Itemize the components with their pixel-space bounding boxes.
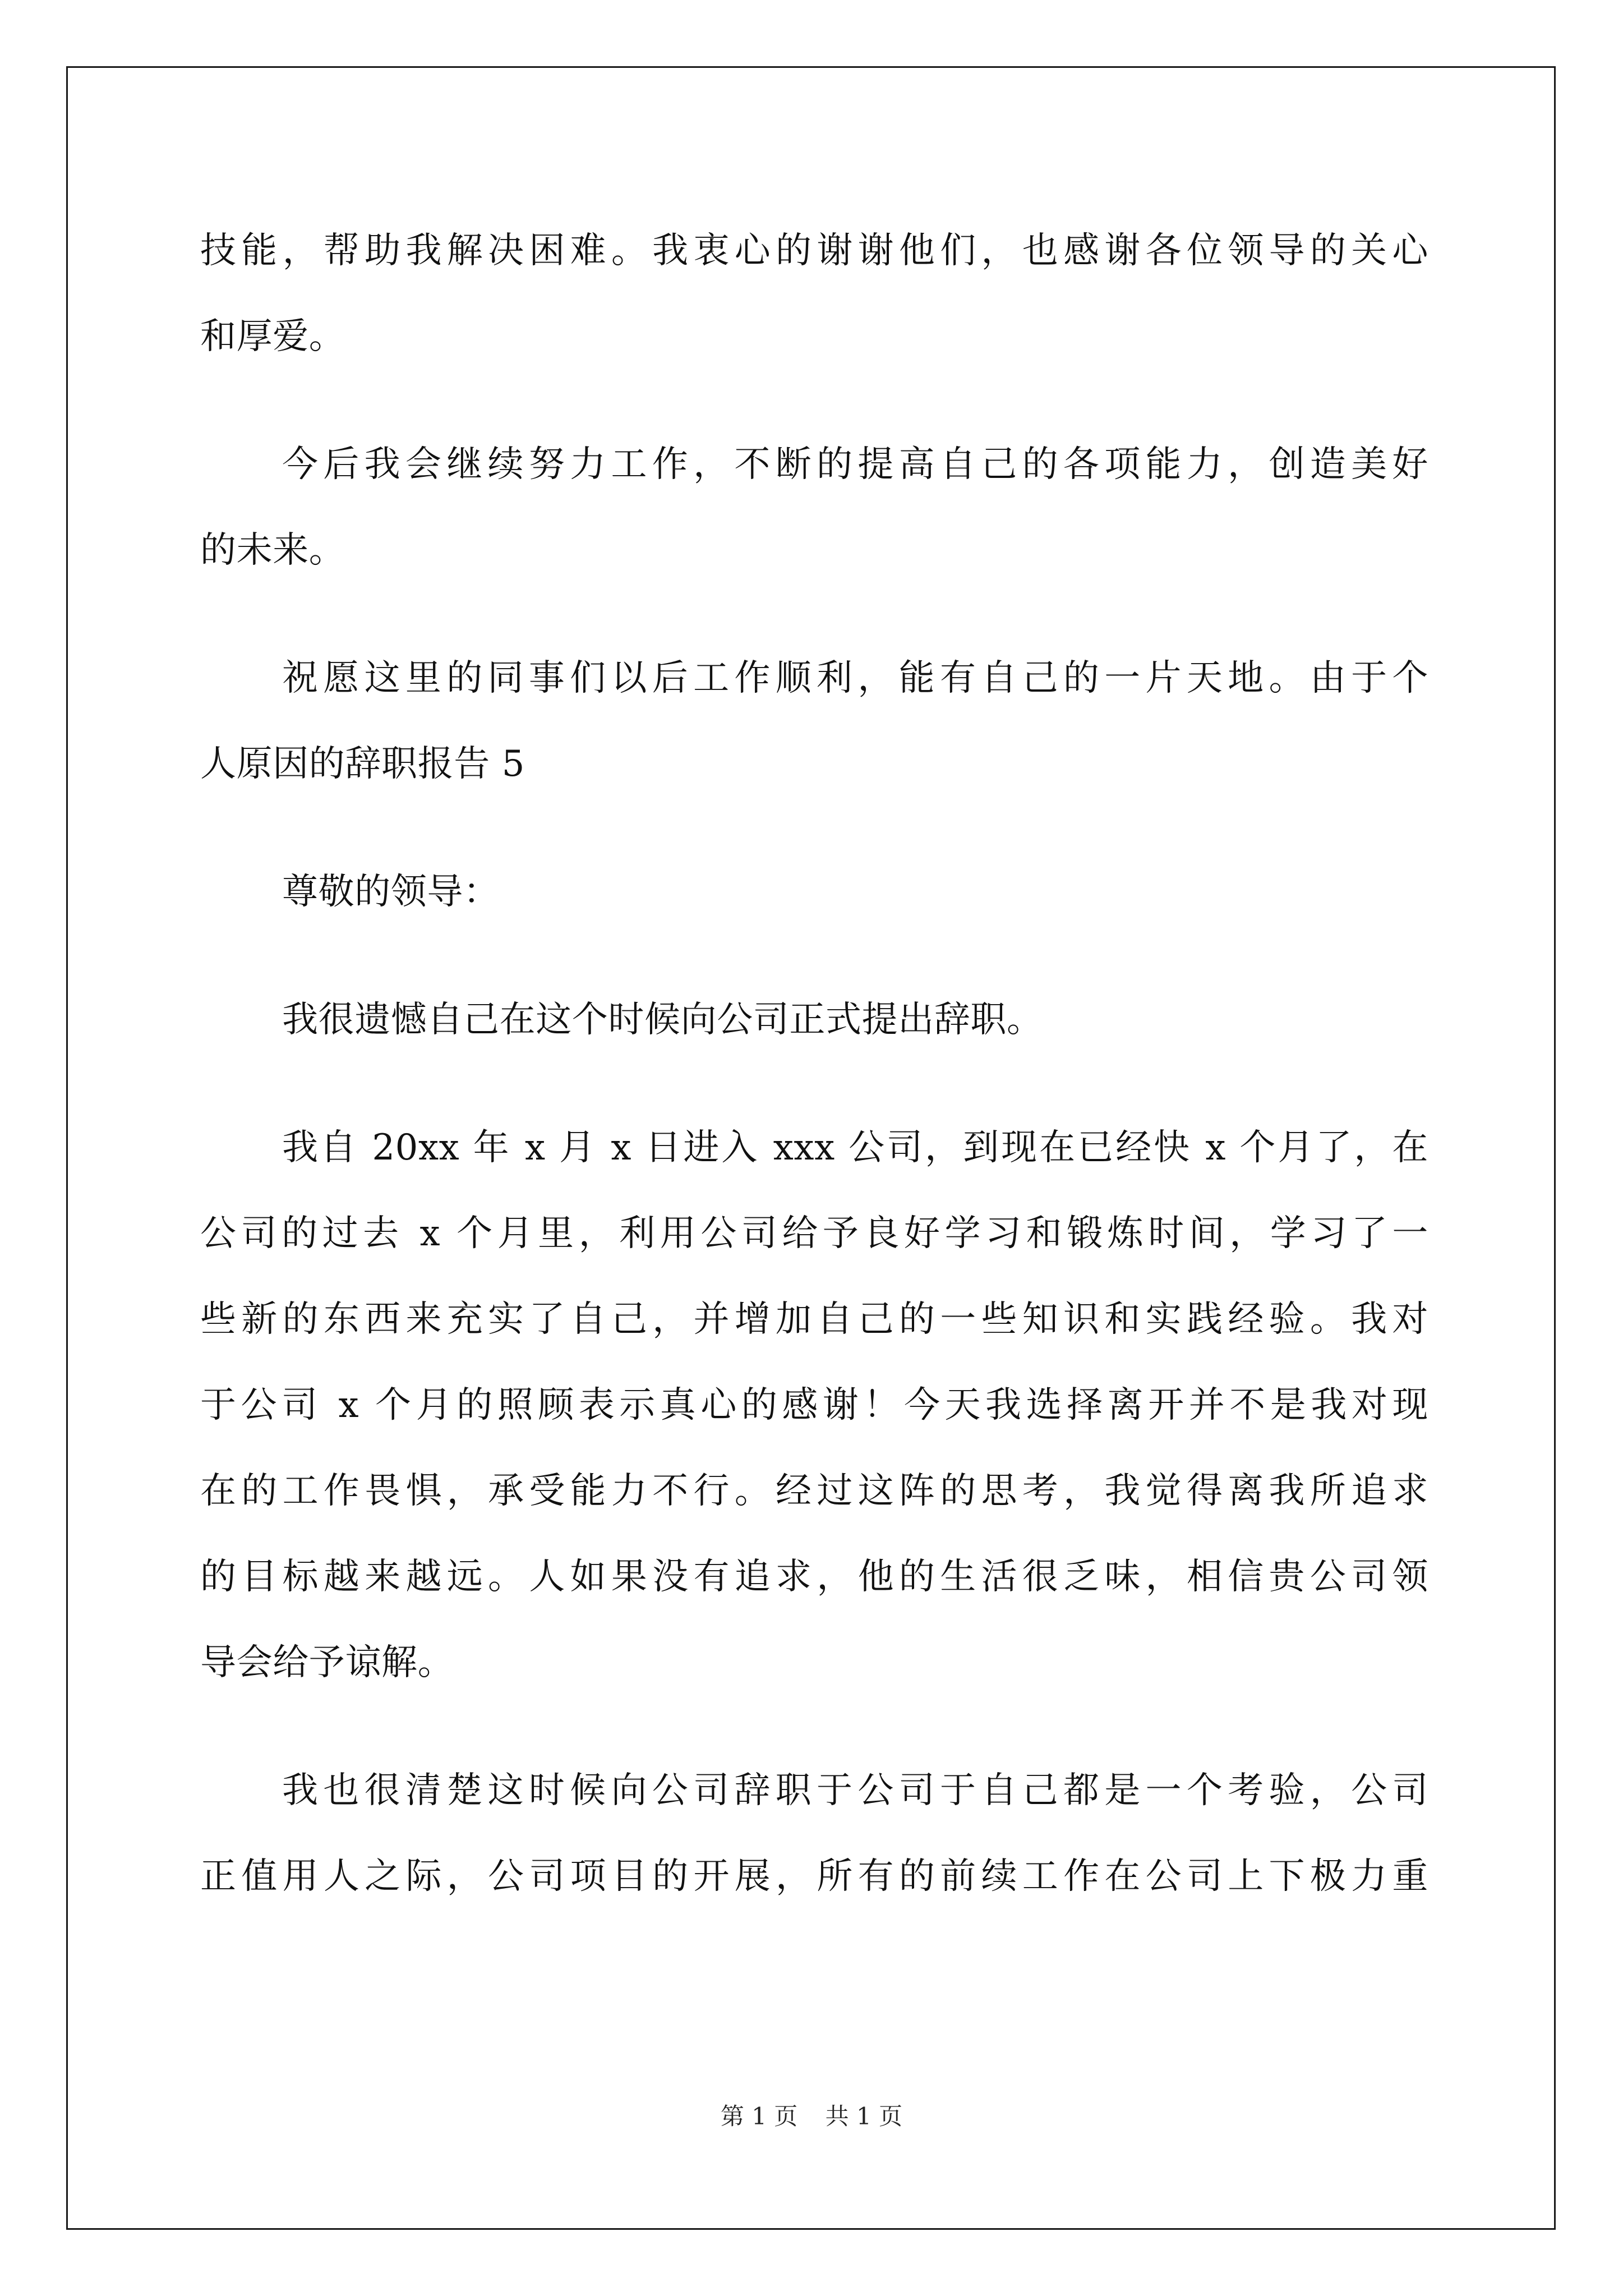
- text-line: 于公司 x 个月的照顾表示真心的感谢！今天我选择离开并不是我对现: [200, 1384, 1428, 1426]
- text-line: 在的工作畏惧，承受能力不行。经过这阵的思考，我觉得离我所追求: [200, 1470, 1428, 1512]
- text-line: 的目标越来越远。人如果没有追求，他的生活很乏味，相信贵公司领: [200, 1556, 1428, 1598]
- text-line: 我自 20xx 年 x 月 x 日进入 xxx 公司，到现在已经快 x 个月了，在: [282, 1127, 1428, 1168]
- text-line: 我很遗憾自己在这个时候向公司正式提出辞职。: [282, 999, 1043, 1041]
- text-line: 人原因的辞职报告 5: [200, 743, 525, 785]
- page-number: 第 1 页: [720, 2102, 798, 2130]
- text-line: 的未来。: [200, 530, 345, 571]
- salutation: 尊敬的领导：: [282, 871, 500, 913]
- text-line: 我也很清楚这时候向公司辞职于公司于自己都是一个考验，公司: [282, 1770, 1428, 1811]
- text-line: 导会给予谅解。: [200, 1642, 454, 1683]
- page-total: 共 1 页: [825, 2102, 903, 2130]
- text-line: 些新的东西来充实了自己，并增加自己的一些知识和实践经验。我对: [200, 1299, 1428, 1340]
- page-footer: [0, 2102, 1623, 2131]
- text-line: 和厚爱。: [200, 316, 345, 357]
- text-line: 今后我会继续努力工作，不断的提高自己的各项能力，创造美好: [282, 444, 1428, 485]
- text-line: 技能，帮助我解决困难。我衷心的谢谢他们，也感谢各位领导的关心: [200, 230, 1428, 272]
- text-line: 祝愿这里的同事们以后工作顺利，能有自己的一片天地。由于个: [282, 657, 1428, 699]
- text-line: 正值用人之际，公司项目的开展，所有的前续工作在公司上下极力重: [200, 1856, 1428, 1897]
- text-line: 公司的过去 x 个月里，利用公司给予良好学习和锻炼时间，学习了一: [200, 1213, 1428, 1254]
